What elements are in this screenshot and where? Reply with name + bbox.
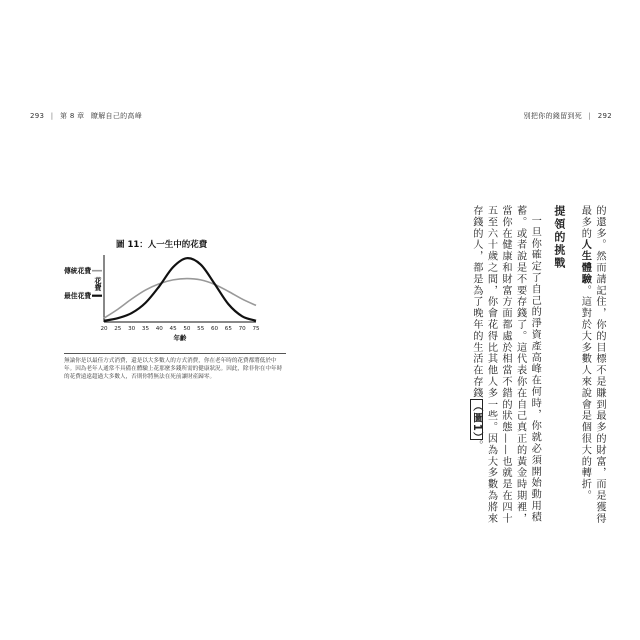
x-tick-label: 35 (141, 326, 150, 332)
x-tick-label: 45 (169, 326, 177, 332)
figure-reference: （圖1） (470, 400, 482, 439)
x-tick-label: 55 (197, 326, 205, 332)
figure-caption: 無論你是以最佳方式消費，還是以大多數人的方式消費，你在老年時的花費都將低於中年。因為老年人通常不具備在體驗上花那麼多錢所需的健康狀況。因此，除非你在中年時的花費遠遠超過大多數人，否則你將無法在死前讓財產歸零。 (64, 353, 286, 382)
x-tick-label: 60 (210, 326, 219, 332)
x-tick-label: 65 (224, 326, 232, 332)
paragraph (577, 205, 606, 535)
left-running-header (30, 111, 142, 121)
x-tick-label: 75 (252, 326, 260, 332)
legend-label: 傳統花費 (64, 267, 92, 275)
x-tick-label: 30 (128, 326, 136, 332)
right-page-number: 292 (597, 112, 612, 120)
y-axis-label: 花費 (94, 277, 102, 291)
x-tick-label: 40 (155, 326, 163, 332)
right-book-title: 別把你的錢留到死 (523, 112, 582, 120)
paragraph-text: 一旦你確定了自己的淨資產高峰在何時，你就必須開始動用積蓄。或者說是不要存錢了。這代表你在自己真正的黃金時期裡，當你在健康和財富方面都處於相當不錯的狀態——也就是在四十五至六十歲之間，你會花得比其他人多一些。因為大多數為將來存錢的人，都是為了晚年的生活在存錢 (470, 205, 541, 525)
x-tick-label: 70 (238, 326, 246, 332)
legend-label: 最佳花費 (64, 292, 92, 300)
paragraph-text: 的還多。然而請記住，你的目標不是賺到最多的財富，而是獲得最多的 (579, 205, 605, 525)
x-tick-label: 20 (100, 326, 108, 332)
header-separator: | (50, 112, 54, 120)
series-line (104, 258, 256, 321)
header-separator: | (588, 112, 592, 120)
x-tick-label: 25 (114, 326, 122, 332)
right-page-body (468, 205, 606, 535)
paragraph-text: 。這對於大多數人來說會是個很大的轉折。 (579, 284, 591, 502)
emphasis-text: 人生體驗 (579, 239, 591, 285)
x-tick-label: 50 (183, 326, 191, 332)
left-chapter-title: 瞭解自己的高峰 (90, 112, 143, 120)
spending-chart (64, 252, 264, 347)
right-running-header (524, 111, 612, 121)
chart-title: 圖 11：人一生中的花費 (116, 240, 208, 250)
paragraph (468, 205, 541, 535)
paragraph-text: 。 (470, 440, 482, 452)
left-chapter-label: 第 8 章 (60, 112, 85, 120)
x-axis-label: 年齡 (173, 334, 187, 342)
series-line (104, 279, 256, 319)
left-page-number: 293 (30, 112, 45, 120)
section-heading: 提領的挑戰 (552, 205, 566, 270)
